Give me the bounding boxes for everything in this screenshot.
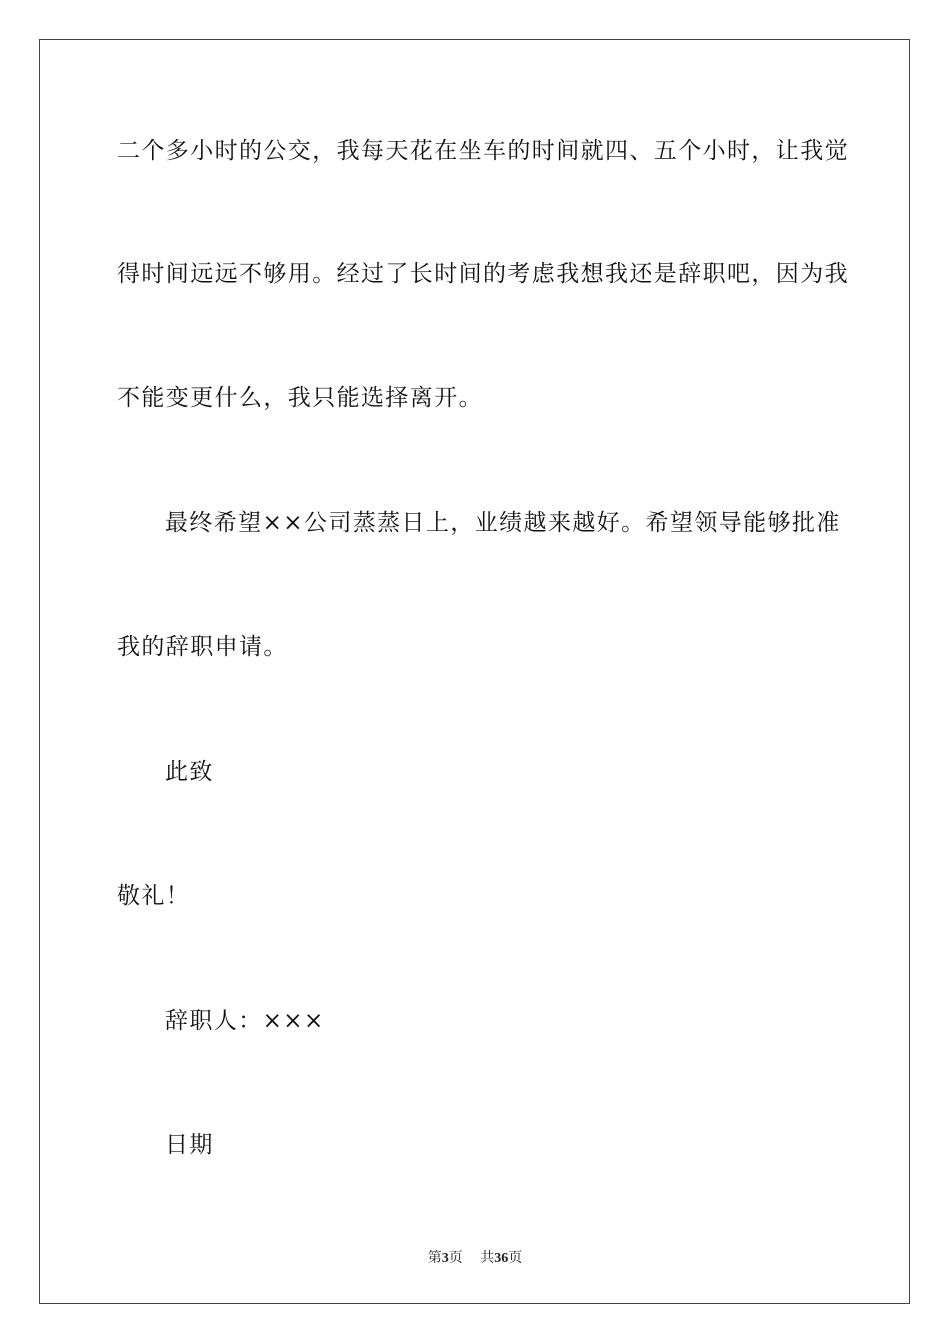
body-line-3: 不能变更什么，我只能选择离开。 — [117, 385, 483, 411]
page-footer — [0, 1247, 950, 1267]
closing-regards: 敬礼！ — [117, 883, 191, 909]
signatory-line: 辞职人：××× — [165, 1008, 325, 1034]
page-suffix: 页 — [448, 1251, 463, 1266]
total-suffix: 页 — [508, 1251, 523, 1266]
page-frame — [39, 39, 910, 1304]
page-current: 3 — [441, 1251, 449, 1266]
total-pages: 36 — [494, 1251, 509, 1266]
body-line-1: 二个多小时的公交，我每天花在坐车的时间就四、五个小时，让我觉 — [117, 138, 849, 164]
body-line-4: 最终希望××公司蒸蒸日上，业绩越来越好。希望领导能够批准 — [165, 510, 841, 536]
closing-salutation: 此致 — [165, 759, 214, 785]
total-prefix: 共 — [480, 1251, 495, 1266]
date-line: 日期 — [165, 1132, 214, 1158]
body-line-5: 我的辞职申请。 — [117, 634, 288, 660]
body-line-2: 得时间远远不够用。经过了长时间的考虑我想我还是辞职吧，因为我 — [117, 261, 849, 287]
page-prefix: 第 — [427, 1251, 442, 1266]
